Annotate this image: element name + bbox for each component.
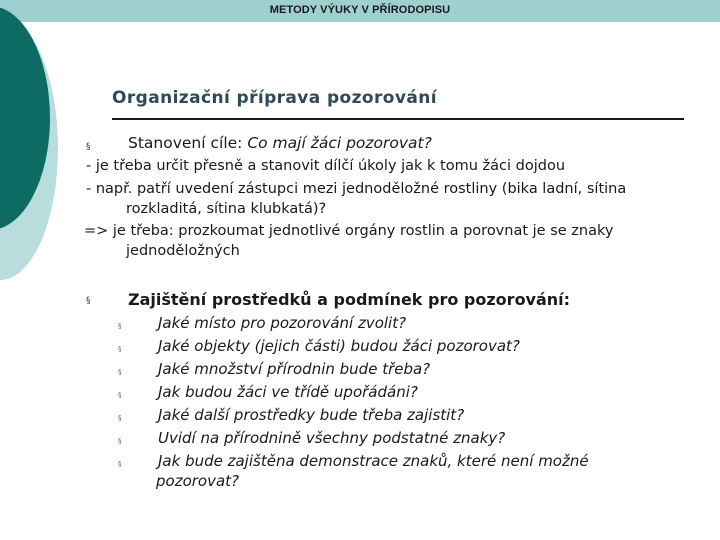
bullet-marker: § xyxy=(86,296,91,306)
slide-title: Organizační příprava pozorování xyxy=(112,88,437,108)
question-item: Jaké další prostředky bude třeba zajistit? xyxy=(158,406,465,424)
section1-heading xyxy=(128,134,432,152)
section1-line: => je třeba: prozkoumat jednotlivé orgány rostlin a porovnat je se znaky xyxy=(84,223,614,239)
section1-line: jednoděložných xyxy=(126,243,240,259)
question-item-continued: pozorovat? xyxy=(156,472,240,490)
question-item: Jaké množství přírodnin bude třeba? xyxy=(158,360,431,378)
section1-question: Co mají žáci pozorovat? xyxy=(242,134,432,152)
decorative-circles xyxy=(0,0,60,300)
question-item: Jak bude zajištěna demonstrace znaků, které není možné xyxy=(158,452,589,470)
sub-bullet-marker: § xyxy=(118,322,122,330)
sub-bullet-marker: § xyxy=(118,345,122,353)
bullet-marker: § xyxy=(86,142,91,152)
sub-bullet-marker: § xyxy=(118,368,122,376)
sub-bullet-marker: § xyxy=(118,414,122,422)
section1-line: rozkladitá, sítina klubkatá)? xyxy=(126,201,327,217)
title-divider xyxy=(112,118,684,120)
section1-heading-label: Stanovení cíle: xyxy=(128,134,243,152)
sub-bullet-marker: § xyxy=(118,460,122,468)
question-item: Jak budou žáci ve třídě upořádáni? xyxy=(158,383,418,401)
section1-line: - např. patří uvedení zástupci mezi jednoděložné rostliny (bika ladní, sítina xyxy=(86,181,627,197)
section1-line: - je třeba určit přesně a stanovit dílčí úkoly jak k tomu žáci dojdou xyxy=(86,158,566,174)
question-item: Jaké místo pro pozorování zvolit? xyxy=(158,314,407,332)
header-title: METODY VÝUKY V PŘÍRODOPISU xyxy=(269,4,451,16)
question-item: Uvidí na přírodnině všechny podstatné znaky? xyxy=(158,429,506,447)
question-item: Jaké objekty (jejich části) budou žáci pozorovat? xyxy=(158,337,520,355)
sub-bullet-marker: § xyxy=(118,391,122,399)
section2-heading: Zajištění prostředků a podmínek pro pozorování: xyxy=(128,290,571,309)
sub-bullet-marker: § xyxy=(118,437,122,445)
